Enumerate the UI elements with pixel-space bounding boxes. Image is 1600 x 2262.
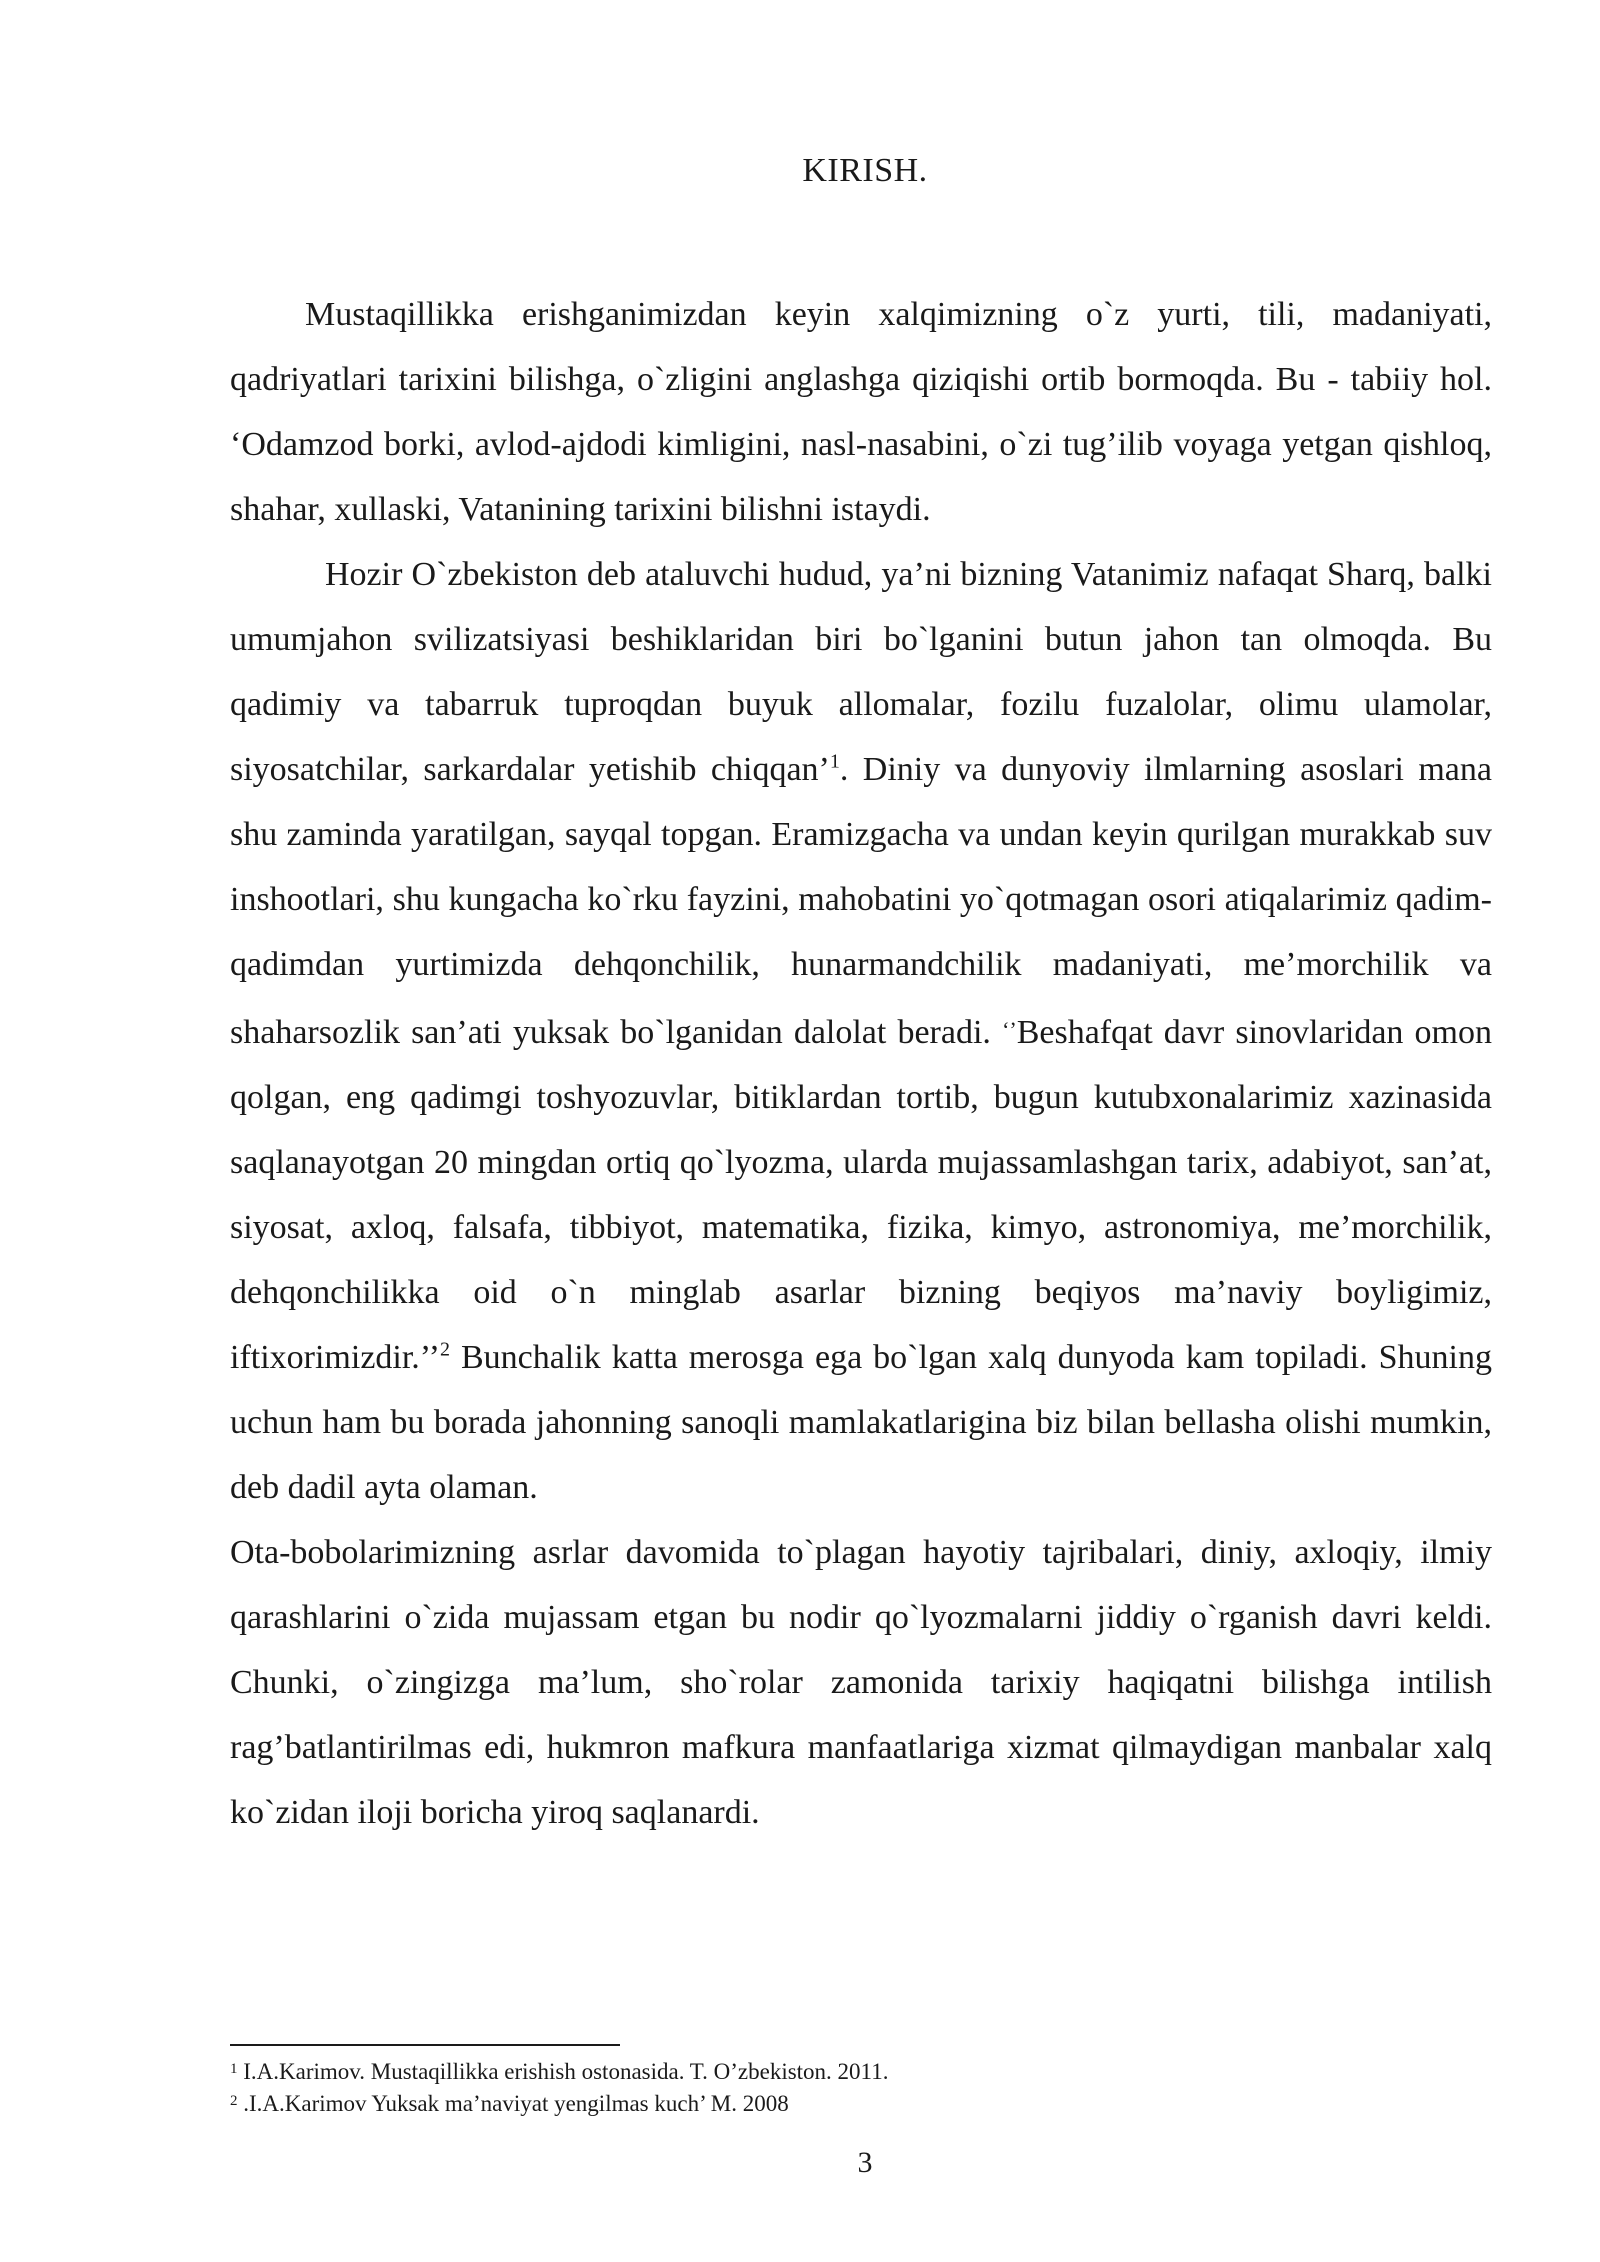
footnote-ref-1[interactable]: 1 [829,750,840,773]
footnote-text-2: .I.A.Karimov Yuksak ma’naviyat yengilmas kuch’ M. 2008 [237,2091,789,2116]
footnote-ref-2[interactable]: 2 [439,1338,450,1361]
footnote-mark-2: 2 [230,2093,238,2109]
page-title: KIRISH. [802,152,928,189]
paragraph-3: Ota-bobolarimizning asrlar davomida to`plagan hayotiy tajribalari, diniy, axloqiy, ilmiy qarashlarini o`zida mujassam etgan bu nodir qo`lyozmalarni jiddiy o`rganish davri keldi. Chunki, o`zingizga ma’lum, sho`rolar zamonida tarixiy haqiqatni bilishga intilish rag’batlantirilmas edi, hukmron mafkura manfaatlariga xizmat qilmaydigan manbalar xalq ko`zidan iloji boricha yiroq saqlanardi. [230,1534,1492,1831]
paragraph-2-part-4: Bunchalik katta merosga ega bo`lgan xalq dunyoda kam topiladi. Shuning uchun ham bu borada jahonning sanoqli mamlakatlarigina biz bilan bellasha olishi mumkin, deb dadil ayta olaman. [230,1339,1492,1506]
small-quote-mark: ‘’ [1002,1017,1017,1042]
footnote-separator [230,2044,620,2046]
footnote-text-1: I.A.Karimov. Mustaqillikka erishish ostonasida. T. O’zbekiston. 2011. [237,2059,889,2084]
paragraph-2-part-1: Hozir O`zbekiston deb ataluvchi hudud, ya’ni bizning Vatanimiz nafaqat Sharq, balki umumjahon svilizatsiyasi beshiklaridan biri bo`lganini butun jahon tan olmoqda. Bu qadimiy va tabarruk tuproqdan buyuk allomalar, fozilu fuzalolar, olimu ulamolar, siyosatchilar, sarkardalar yetishib chiqqan’ [230,556,1492,788]
paragraph-2 [230,542,1492,1520]
paragraph-2-part-3: Beshafqat davr sinovlaridan omon qolgan, eng qadimgi toshyozuvlar, bitiklardan tortib, bugun kutubxonalarimiz xazinasida saqlanayotgan 20 mingdan ortiq qo`lyozma, ularda mujassamlashgan tarix, adabiyot, san’at, siyosat, axloq, falsafa, tibbiyot, matematika, fizika, kimyo, astronomiya, me’morchilik, dehqonchilikka oid o`n minglab asarlar bizning beqiyos ma’naviy boyligimiz, iftixorimizdir.’’ [230,1014,1492,1376]
footnotes [230,2056,1492,2120]
footnote-2 [230,2088,1492,2120]
paragraph-1: Mustaqillikka erishganimizdan keyin xalqimizning o`z yurti, tili, madaniyati, qadriyatlari tarixini bilishga, o`zligini anglashga qiziqishi ortib bormoqda. Bu - tabiiy hol. ‘Odamzod borki, avlod-ajdodi kimligini, nasl-nasabini, o`zi tug’ilib voyaga yetgan qishloq, shahar, xullaski, Vatanining tarixini bilishni istaydi. [230,296,1492,528]
footnote-1 [230,2056,1492,2088]
page-number: 3 [857,2146,873,2179]
paragraph-2-part-2: . Diniy va dunyoviy ilmlarning asoslari mana shu zaminda yaratilgan, sayqal topgan. Eramizgacha va undan keyin qurilgan murakkab suv inshootlari, shu kungacha ko`rku fayzini, mahobatini yo`qotmagan osori atiqalarimiz qadim-qadimdan yurtimizda dehqonchilik, hunarmandchilik madaniyati, me’morchilik va shaharsozlik san’ati yuksak bo`lganidan dalolat beradi. [230,751,1492,1051]
body-text [230,282,1492,1845]
footnote-mark-1: 1 [230,2061,238,2077]
